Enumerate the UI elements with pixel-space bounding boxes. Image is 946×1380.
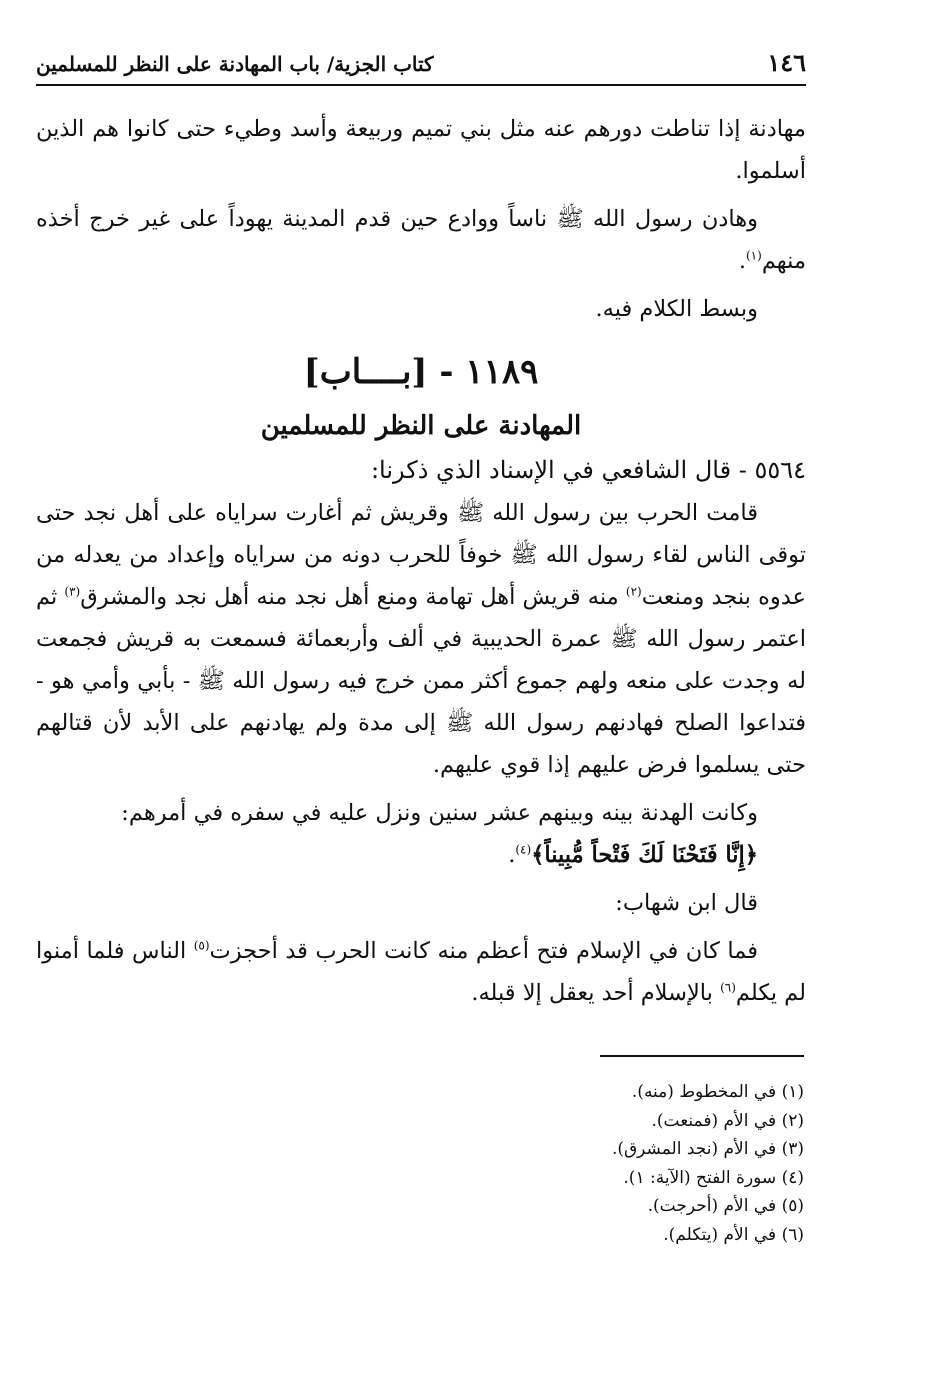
footnotes: [304, 1078, 804, 1249]
paragraph-ibn-shihab: قال ابن شهاب:: [615, 890, 758, 916]
footnote: (١) في المخطوط (منه).: [631, 1082, 804, 1102]
footnote-ref-3[interactable]: (٣): [64, 584, 81, 599]
footnote-ref-4[interactable]: (٤): [515, 842, 532, 857]
footnote: (٤) سورة الفتح (الآية: ١).: [623, 1167, 804, 1188]
page-number: ١٤٦: [767, 48, 806, 77]
footnote: (٣) في الأم (نجد المشرق).: [611, 1139, 804, 1159]
paragraph-conquest: فما كان في الإسلام فتح أعظم منه كانت الحرب قد أحجزت$^{(٥)}$ الناس فلما أمنوا لم يكلم$^{(٦)}$ بالإسلام أحد يعقل إلا قبله.: [36, 938, 806, 1006]
footnote-divider: [600, 1055, 804, 1057]
footnote-ref-5[interactable]: (٥): [193, 938, 210, 953]
footnote: (٢) في الأم (فمنعت).: [651, 1110, 804, 1131]
footnote-ref-2[interactable]: (٢): [625, 584, 642, 599]
running-title: كتاب الجزية/ باب المهادنة على النظر للمسلمين: [36, 52, 434, 76]
chapter-heading: ١١٨٩ - [بــــاب]: [303, 352, 539, 392]
paragraph-continuation: مهادنة إذا تناطت دورهم عنه مثل بني تميم وربيعة وأسد وطيء حتى كانوا هم الذين أسلموا.: [36, 116, 806, 184]
paragraph-hudaybiyyah: قامت الحرب بين رسول الله ﷺ وقريش ثم أغارت سراياه على أهل نجد حتى توقى الناس لقاء رسول الله ﷺ خوفاً للحرب دونه من سراياه وإعداد من يعدله من عدوه بنجد ومنعت$^{(٢)}$ منه قريش أهل تهامة ومنع أهل نجد منه أهل نجد والمشرق$^{(٣)}$ ثم اعتمر رسول الله ﷺ عمرة الحديبية في ألف وأربعمائة فسمعت به قريش فجمعت له وجدت على منعه ولهم جموع أكثر ممن خرج فيه رسول الله ﷺ - بأبي وأمي هو - فتداعوا الصلح فهادنهم رسول الله ﷺ إلى مدة ولم يهادنهم على الأبد لأن قتالهم حتى يسلموا فرض عليهم إذا قوي عليهم.: [36, 500, 806, 778]
quran-verse: ﴿إِنَّا فَتَحْنَا لَكَ فَتْحاً مُّبِيناً﴾$^{(٤)}$.: [508, 842, 758, 868]
narration-heading: ٥٥٦٤ - قال الشافعي في الإسناد الذي ذكرنا:: [370, 456, 806, 484]
main-text: [36, 108, 806, 1014]
running-header: [36, 48, 806, 86]
footnote-ref-1[interactable]: (١): [745, 248, 762, 263]
chapter-title: المهادنة على النظر للمسلمين: [260, 411, 582, 441]
footnote-ref-6[interactable]: (٦): [720, 980, 736, 995]
footnote: (٦) في الأم (يتكلم).: [663, 1224, 804, 1245]
paragraph-truce-ten-years: وكانت الهدنة بينه وبينهم عشر سنين ونزل عليه في سفره في أمرهم:: [121, 800, 758, 826]
paragraph-elaboration: وبسط الكلام فيه.: [595, 296, 758, 322]
paragraph-truce-medina: وهادن رسول الله ﷺ ناساً ووادع حين قدم المدينة يهوداً على غير خرج أخذه منهم$^{(١)}$.: [36, 206, 806, 274]
footnote: (٥) في الأم (أحرجت).: [647, 1196, 804, 1216]
